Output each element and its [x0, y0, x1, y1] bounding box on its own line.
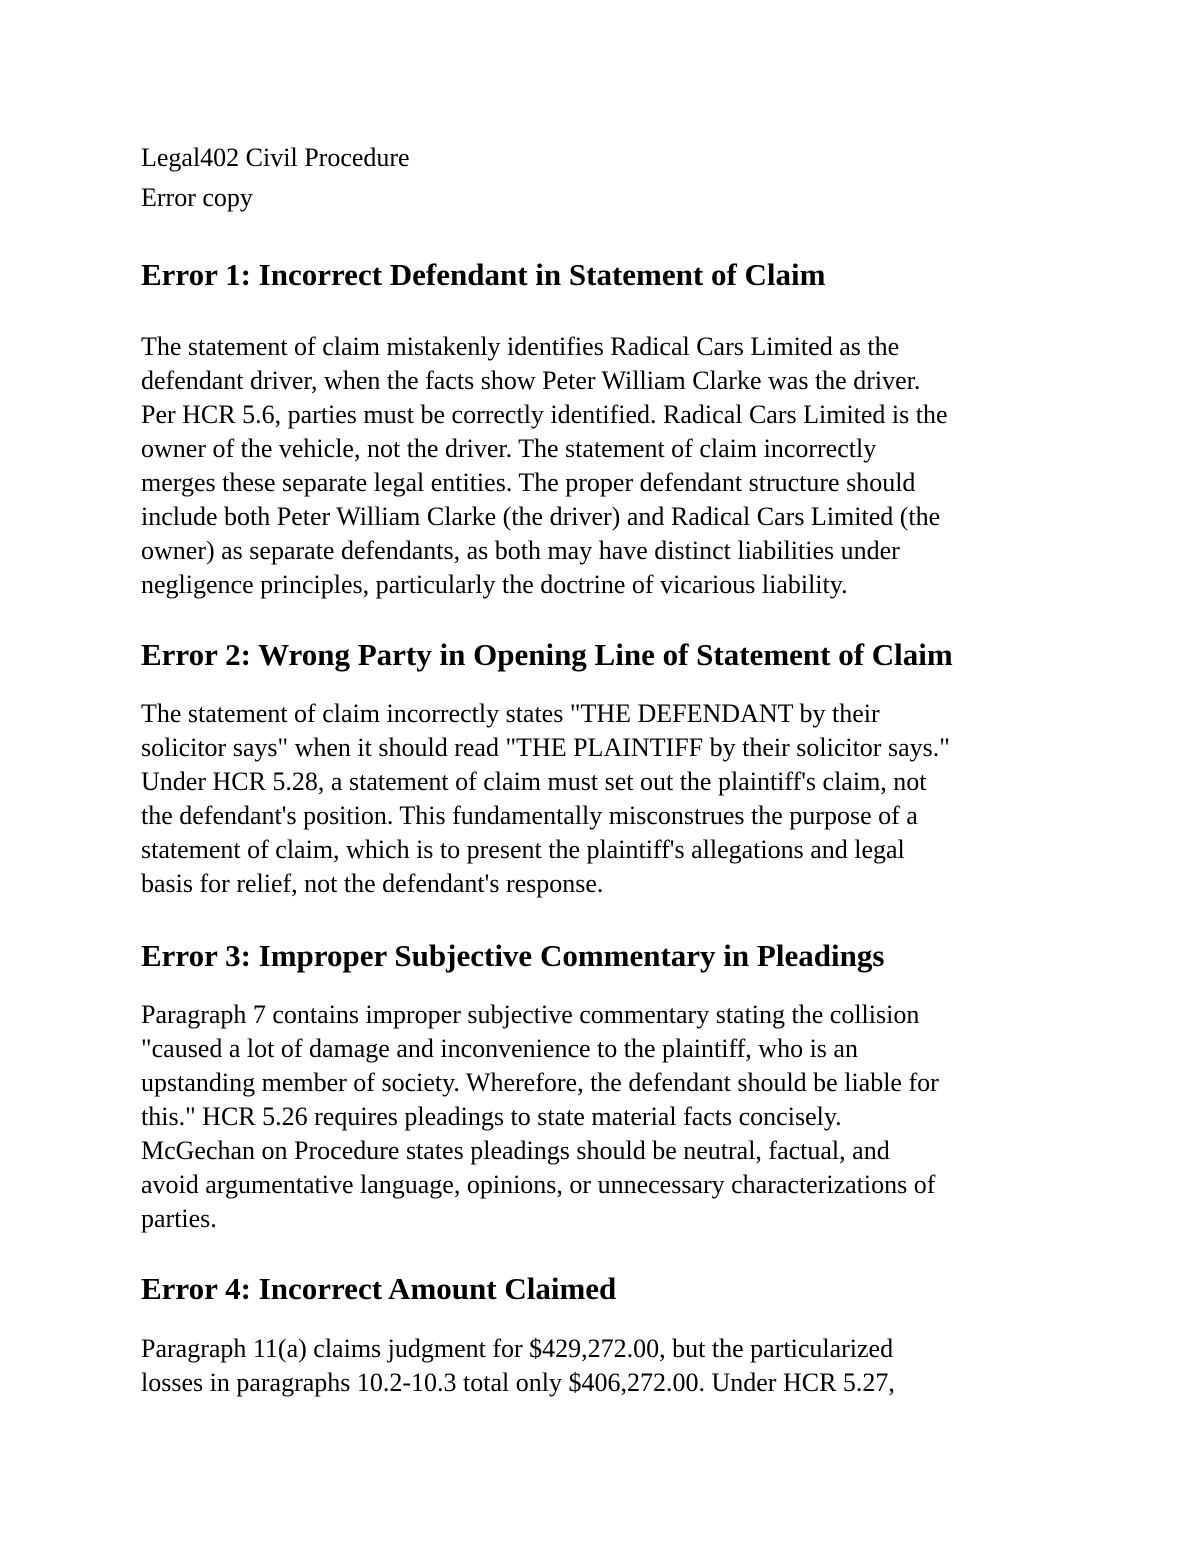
- body-line: McGechan on Procedure states pleadings should be neutral, factual, and: [141, 1136, 890, 1165]
- body-line: the defendant's position. This fundamentally misconstrues the purpose of a: [141, 801, 918, 830]
- body-line: include both Peter William Clarke (the driver) and Radical Cars Limited (the: [141, 502, 941, 531]
- body-line: solicitor says" when it should read "THE PLAINTIFF by their solicitor says.": [141, 733, 950, 762]
- document-subtitle: Error copy: [141, 183, 253, 212]
- section-body-error-1: [141, 330, 1071, 602]
- body-line: The statement of claim mistakenly identifies Radical Cars Limited as the: [141, 332, 900, 361]
- section-heading-error-2: Error 2: Wrong Party in Opening Line of Statement of Claim: [141, 637, 953, 672]
- body-line: avoid argumentative language, opinions, or unnecessary characterizations of: [141, 1170, 936, 1199]
- body-line: negligence principles, particularly the doctrine of vicarious liability.: [141, 570, 848, 599]
- body-line: defendant driver, when the facts show Peter William Clarke was the driver.: [141, 366, 921, 395]
- body-line: merges these separate legal entities. The proper defendant structure should: [141, 468, 916, 497]
- section-body-error-2: [141, 697, 1071, 901]
- body-line: Under HCR 5.28, a statement of claim must set out the plaintiff's claim, not: [141, 767, 927, 796]
- body-line: owner) as separate defendants, as both may have distinct liabilities under: [141, 536, 900, 565]
- body-line: upstanding member of society. Wherefore, the defendant should be liable for: [141, 1068, 939, 1097]
- body-line: The statement of claim incorrectly states "THE DEFENDANT by their: [141, 699, 880, 728]
- section-heading-error-1: Error 1: Incorrect Defendant in Statement of Claim: [141, 257, 826, 292]
- body-line: owner of the vehicle, not the driver. The statement of claim incorrectly: [141, 434, 877, 463]
- section-body-error-4: [141, 1332, 1071, 1400]
- body-line: Paragraph 11(a) claims judgment for $429,272.00, but the particularized: [141, 1334, 894, 1363]
- body-line: losses in paragraphs 10.2-10.3 total only $406,272.00. Under HCR 5.27,: [141, 1368, 895, 1397]
- body-line: Per HCR 5.6, parties must be correctly identified. Radical Cars Limited is the: [141, 400, 948, 429]
- body-line: parties.: [141, 1204, 217, 1233]
- body-line: statement of claim, which is to present the plaintiff's allegations and legal: [141, 835, 905, 864]
- course-title: Legal402 Civil Procedure: [141, 143, 410, 172]
- section-heading-error-4: Error 4: Incorrect Amount Claimed: [141, 1271, 617, 1306]
- section-body-error-3: [141, 998, 1071, 1236]
- body-line: basis for relief, not the defendant's response.: [141, 869, 604, 898]
- section-heading-error-3: Error 3: Improper Subjective Commentary in Pleadings: [141, 938, 885, 973]
- body-line: "caused a lot of damage and inconvenience to the plaintiff, who is an: [141, 1034, 858, 1063]
- body-line: Paragraph 7 contains improper subjective commentary stating the collision: [141, 1000, 920, 1029]
- body-line: this." HCR 5.26 requires pleadings to state material facts concisely.: [141, 1102, 842, 1131]
